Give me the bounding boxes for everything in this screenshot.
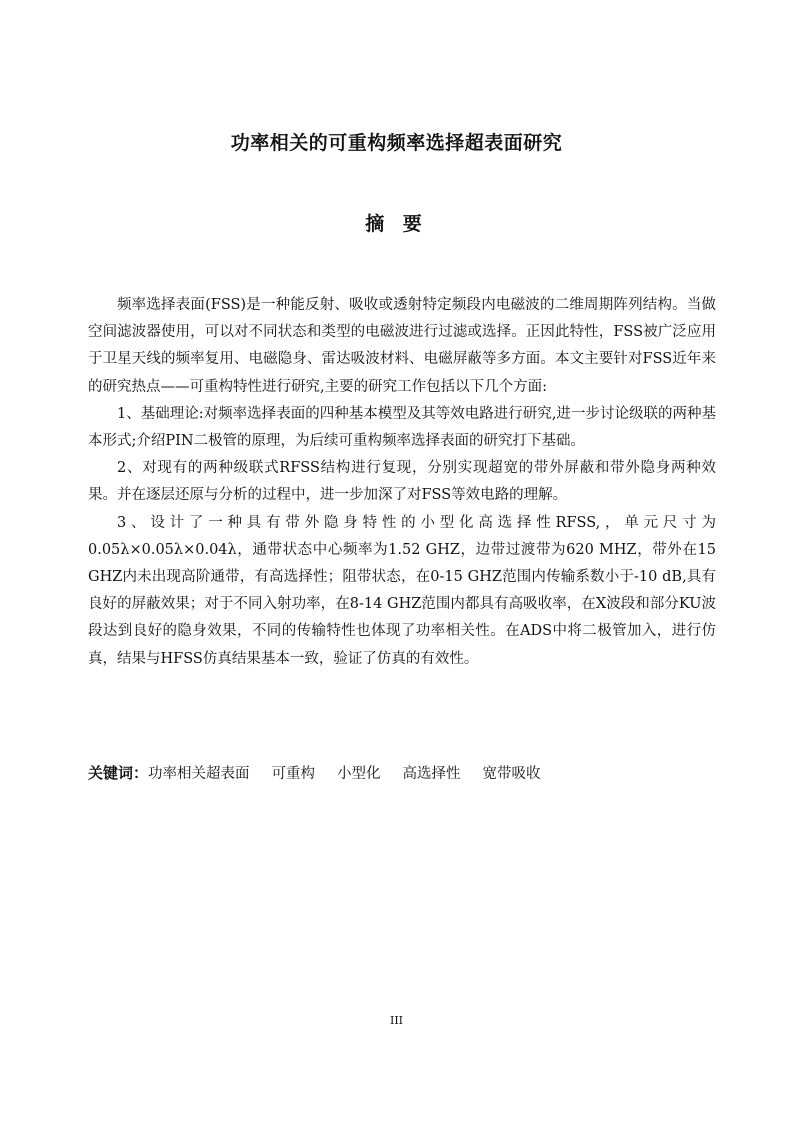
abstract-paragraph-intro: 频率选择表面(FSS)是一种能反射、吸收或透射特定频段内电磁波的二维周期阵列结构。当做空间滤波器使用，可以对不同状态和类型的电磁波进行过滤或选择。正因此特性，FSS被广泛应用于卫星天线的频率复用、电磁隐身、雷达吸波材料、电磁屏蔽等多方面。本文主要针对FSS近年来的研究热点——可重构特性进行研究,主要的研究工作包括以下几个方面: (88, 297, 716, 395)
keyword-item: 可重构 (271, 766, 316, 782)
keywords-line (88, 762, 716, 785)
keywords-label: 关键词： (88, 764, 149, 782)
abstract-paragraph-3: 3、设计了一种具有带外隐身特性的小型化高选择性RFSS,，单元尺寸为0.05λ×0.05λ×0.04λ，通带状态中心频率为1.52 GHZ，边带过渡带为620 MHZ，带外在15 GHZ内未出现高阶通带，有高选择性；阻带状态，在0-15 GHZ范围内传输系数小于-10 dB,具有良好的屏蔽效果；对于不同入射功率，在8-14 GHZ范围内都具有高吸收率，在X波段和部分KU波段达到良好的隐身效果，不同的传输特性也体现了功率相关性。在ADS中将二极管加入，进行仿真，结果与HFSS仿真结果基本一致，验证了仿真的有效性。 (88, 514, 716, 667)
document-title: 功率相关的可重构频率选择超表面研究 (230, 132, 563, 154)
abstract-paragraph-1: 1、基础理论:对频率选择表面的四种基本模型及其等效电路进行研究,进一步讨论级联的两种基本形式;介绍PIN二极管的原理，为后续可重构频率选择表面的研究打下基础。 (88, 405, 716, 450)
abstract-heading: 摘 要 (365, 213, 428, 235)
keyword-item: 高选择性 (402, 766, 461, 782)
keyword-item: 宽带吸收 (482, 766, 541, 782)
keyword-item: 功率相关超表面 (148, 766, 250, 782)
keyword-item: 小型化 (337, 766, 381, 782)
abstract-body (88, 292, 716, 673)
abstract-paragraph-2: 2、对现有的两种级联式RFSS结构进行复现，分别实现超宽的带外屏蔽和带外隐身两种效果。并在逐层还原与分析的过程中，进一步加深了对FSS等效电路的理解。 (88, 460, 716, 504)
page-number: III (389, 1014, 404, 1027)
